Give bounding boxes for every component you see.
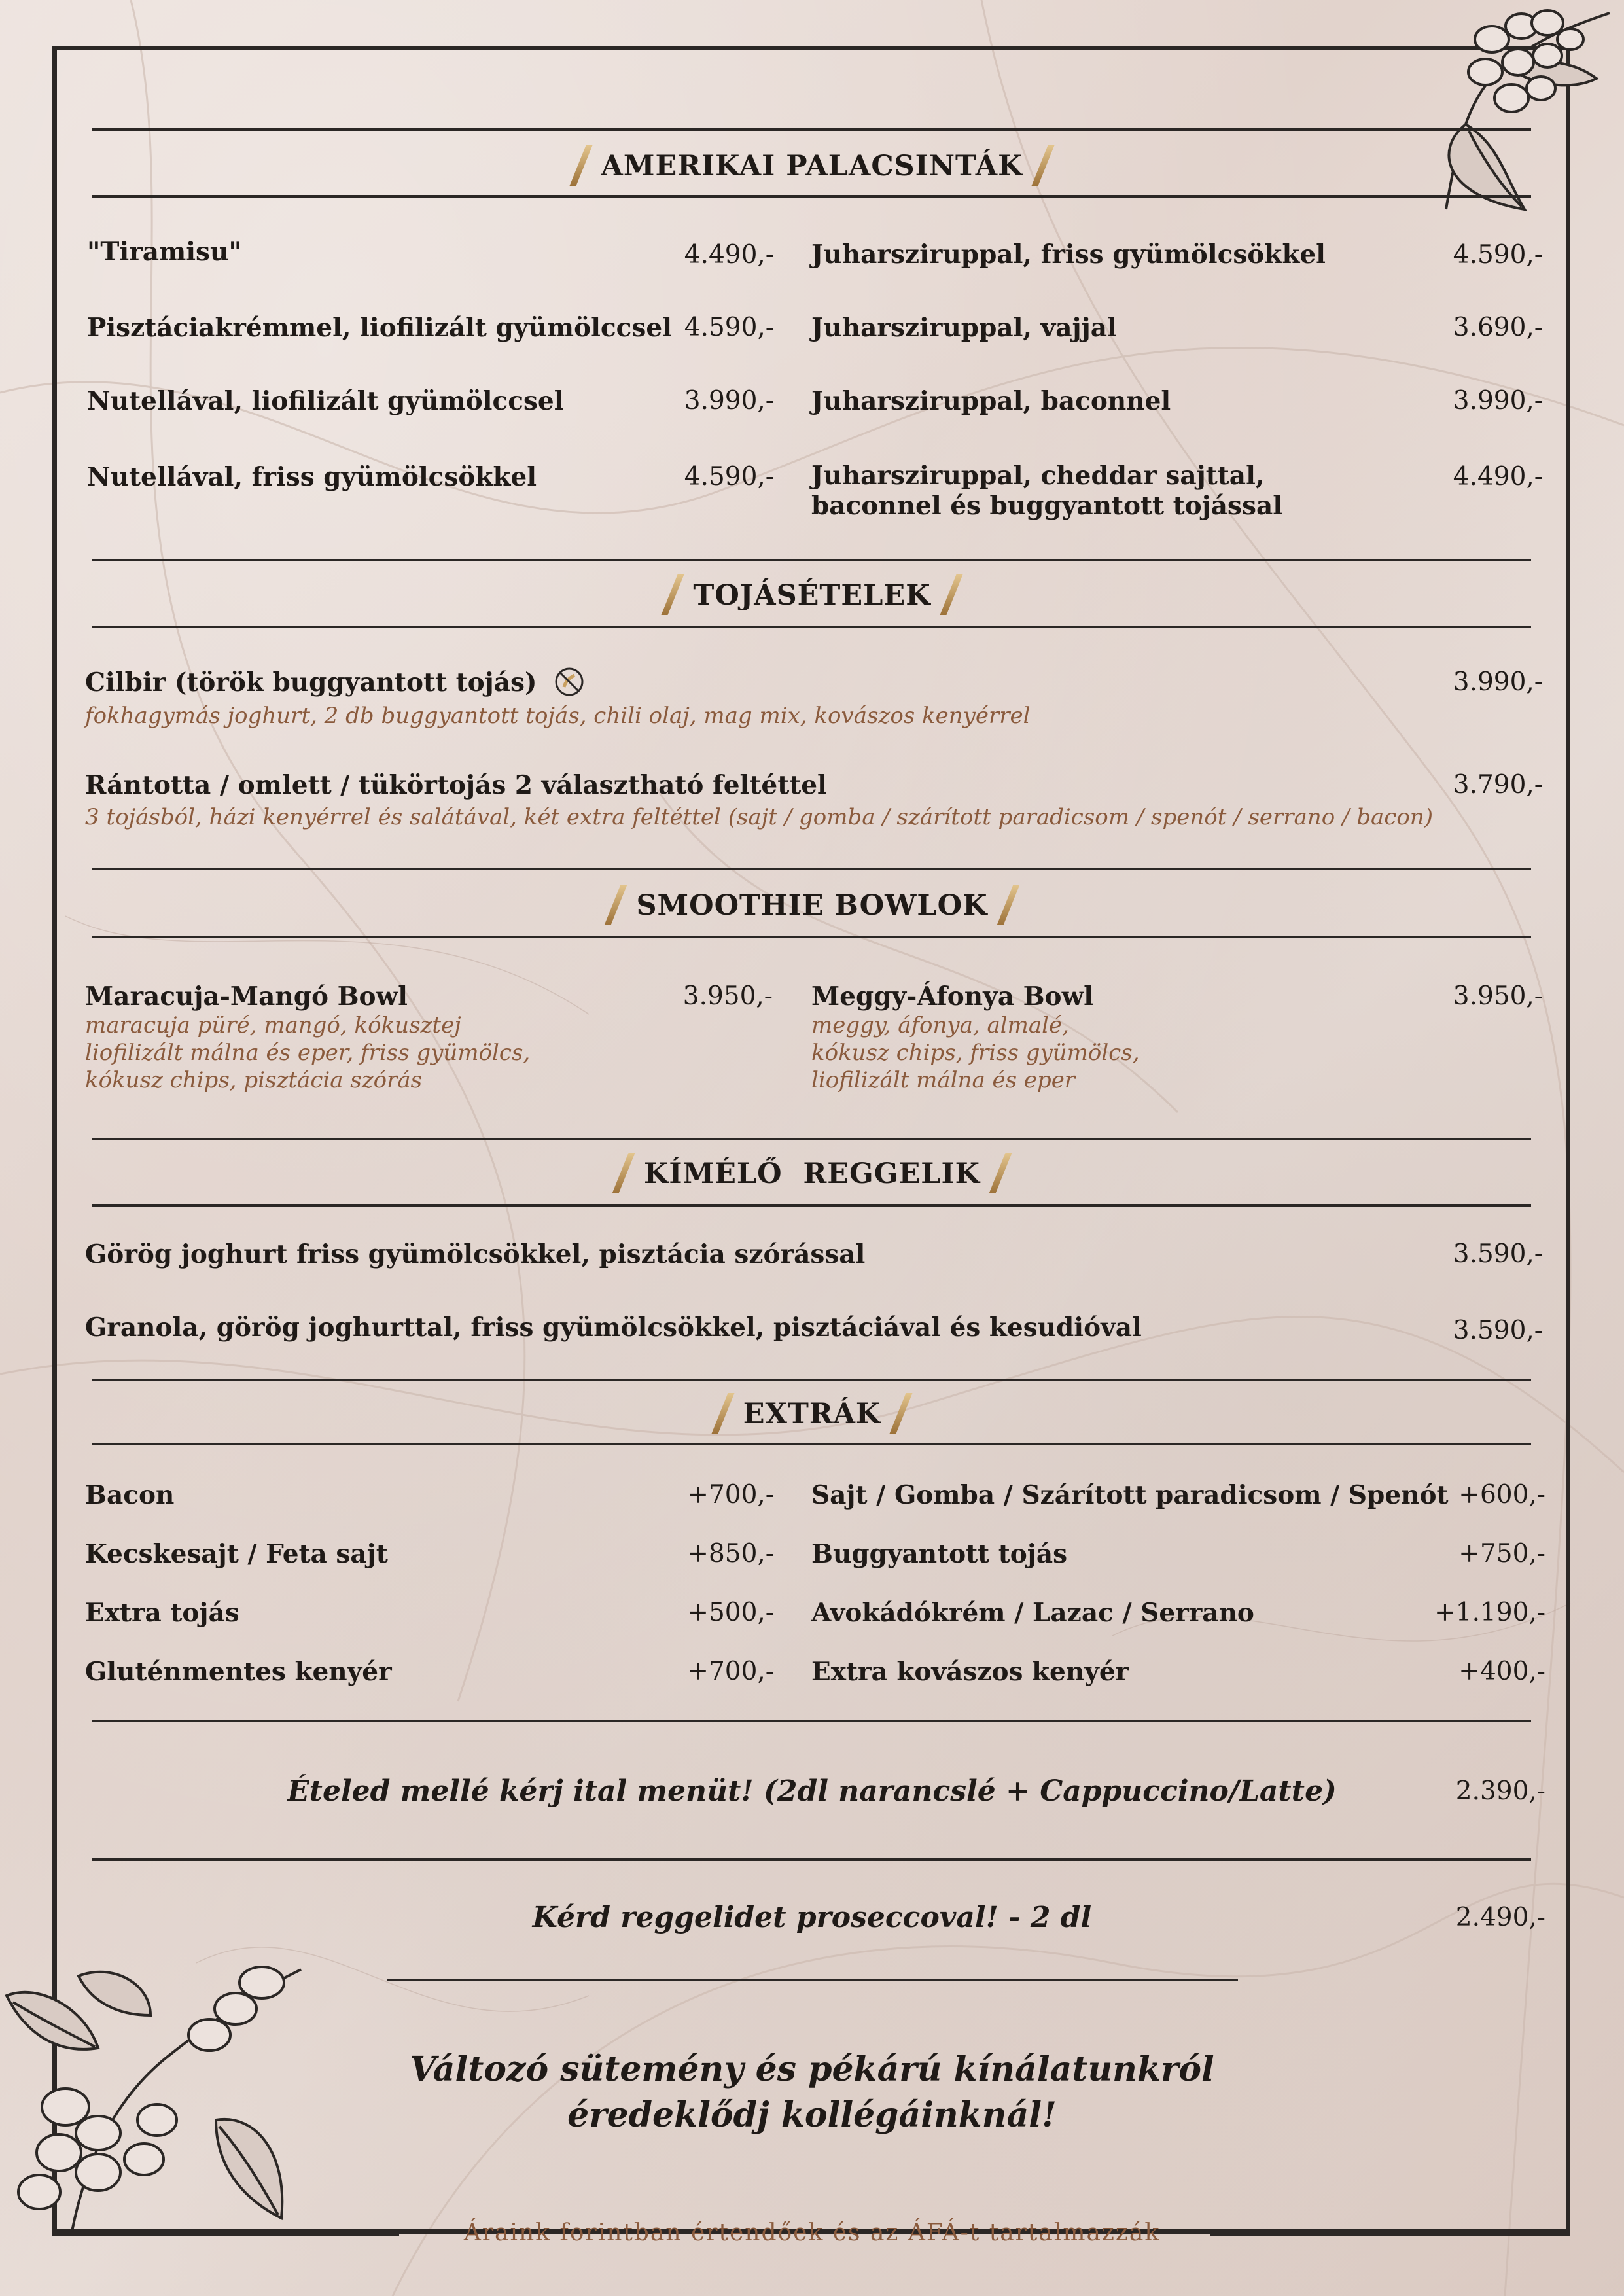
pastry-notice-line1: Változó sütemény és pékárú kínálatunkról	[410, 2049, 1214, 2089]
menu-item-price: 3.990,-	[1453, 667, 1543, 697]
extra-item-price: +400,-	[1458, 1657, 1545, 1686]
menu-item-name: Görög joghurt friss gyümölcsökkel, pisztácia szórással	[85, 1239, 866, 1269]
section-title-smoothie: SMOOTHIE BOWLOK	[0, 887, 1624, 928]
pastry-notice-line2: éredeklődj kollégáinknál!	[567, 2095, 1057, 2135]
extra-item-price: +1.190,-	[1434, 1598, 1545, 1627]
menu-item-price: 3.950,-	[1453, 981, 1543, 1011]
drink-menu-offer: Ételed mellé kérj ital menüt! (2dl narancslé + Cappuccino/Latte)	[287, 1775, 1337, 1808]
prosecco-price: 2.490,-	[1455, 1903, 1545, 1932]
menu-item-price: 3.990,-	[1453, 386, 1543, 415]
menu-item-name	[85, 667, 585, 700]
extra-item-price: +750,-	[1458, 1539, 1545, 1568]
pastry-notice	[0, 2047, 1624, 2138]
extra-item-price: +700,-	[687, 1657, 774, 1686]
menu-item-price: 3.590,-	[1453, 1239, 1543, 1269]
menu-item-price: 3.990,-	[684, 386, 774, 415]
menu-item-price: 3.950,-	[682, 981, 773, 1011]
section-title-pancakes: AMERIKAI PALACSINTÁK	[0, 148, 1624, 188]
menu-item-description: kókusz chips, pisztácia szórás	[85, 1067, 423, 1093]
menu-item-name: Pisztáciakrémmel, liofilizált gyümölccsel	[87, 313, 672, 343]
divider	[92, 626, 1531, 628]
extra-item-price: +500,-	[687, 1598, 774, 1627]
menu-item-name: Granola, görög joghurttal, friss gyümölcsökkel, pisztáciával és kesudióval	[85, 1313, 1142, 1343]
price-notice-footer: Áraink forintban értendőek és az ÁFÁ-t tartalmazzák	[463, 2219, 1161, 2246]
menu-item-name: "Tiramisu"	[87, 237, 242, 267]
menu-item-description: liofilizált málna és eper	[811, 1067, 1076, 1093]
prosecco-offer: Kérd reggelidet proseccoval! - 2 dl	[532, 1901, 1092, 1934]
menu-item-name: Rántotta / omlett / tükörtojás 2 választható feltéttel	[85, 770, 827, 800]
menu-item-description: kókusz chips, friss gyümölcs,	[811, 1040, 1140, 1066]
menu-item-name: Nutellával, liofilizált gyümölccsel	[87, 386, 564, 416]
menu-item-price: 4.490,-	[1453, 462, 1543, 491]
divider	[92, 1720, 1531, 1722]
divider	[92, 1204, 1531, 1207]
divider	[387, 1979, 1238, 1981]
no-gluten-icon	[554, 666, 585, 698]
menu-item-name: Nutellával, friss gyümölcsökkel	[87, 462, 537, 492]
menu-item-price: 4.590,-	[1453, 240, 1543, 270]
menu-item-name: Juharsziruppal, baconnel	[811, 386, 1171, 416]
extra-item-name: Gluténmentes kenyér	[85, 1657, 392, 1687]
extra-item-name: Extra kovászos kenyér	[811, 1657, 1129, 1687]
menu-item-name: Juharsziruppal, cheddar sajttal, baconnel és buggyantott tojással	[811, 461, 1283, 521]
extra-item-name: Sajt / Gomba / Szárított paradicsom / Spenót	[811, 1480, 1449, 1510]
divider	[92, 559, 1531, 561]
menu-item-description: meggy, áfonya, almalé,	[811, 1012, 1069, 1038]
menu-item-price: 4.590,-	[684, 313, 774, 342]
section-title-eggs: TOJÁSÉTELEK	[0, 577, 1624, 618]
menu-item-price: 4.490,-	[684, 240, 774, 270]
menu-item-price: 3.690,-	[1453, 313, 1543, 342]
menu-item-description: maracuja püré, mangó, kókusztej	[85, 1012, 461, 1038]
section-title-extras: EXTRÁK	[0, 1396, 1624, 1436]
menu-item-price: 3.790,-	[1453, 770, 1543, 800]
divider	[92, 868, 1531, 870]
divider	[92, 1138, 1531, 1140]
menu-item-name: Maracuja-Mangó Bowl	[85, 981, 408, 1012]
menu-item-description: 3 tojásból, házi kenyérrel és salátával, két extra feltéttel (sajt / gomba / szárított paradicsom / spenót / serrano / bacon)	[85, 804, 1433, 830]
extra-item-price: +600,-	[1458, 1480, 1545, 1510]
extra-item-name: Buggyantott tojás	[811, 1539, 1068, 1569]
menu-item-name: Meggy-Áfonya Bowl	[811, 981, 1093, 1012]
divider	[92, 128, 1531, 131]
menu-item-name: Juharsziruppal, vajjal	[811, 313, 1117, 343]
menu-item-name-text: Cilbir (török buggyantott tojás)	[85, 667, 537, 698]
menu-item-price: 4.590,-	[684, 462, 774, 491]
coffee-branch-icon	[1407, 0, 1623, 222]
menu-item-description: fokhagymás joghurt, 2 db buggyantott tojás, chili olaj, mag mix, kovászos kenyérrel	[85, 703, 1031, 729]
divider	[92, 195, 1531, 198]
extra-item-name: Bacon	[85, 1480, 175, 1510]
menu-item-description: liofilizált málna és eper, friss gyümölcs,	[85, 1040, 531, 1066]
extra-item-name: Kecskesajt / Feta sajt	[85, 1539, 388, 1569]
divider	[92, 1443, 1531, 1445]
extra-item-price: +850,-	[687, 1539, 774, 1568]
drink-menu-price: 2.390,-	[1455, 1776, 1545, 1806]
divider	[92, 936, 1531, 938]
section-title-light: KÍMÉLŐ REGGELIK	[0, 1156, 1624, 1196]
menu-item-name: Juharsziruppal, friss gyümölcsökkel	[811, 239, 1326, 270]
divider	[92, 1379, 1531, 1381]
extra-item-price: +700,-	[687, 1480, 774, 1510]
extra-item-name: Avokádókrém / Lazac / Serrano	[811, 1598, 1254, 1628]
extra-item-name: Extra tojás	[85, 1598, 239, 1628]
menu-item-price: 3.590,-	[1453, 1316, 1543, 1345]
divider	[92, 1858, 1531, 1861]
